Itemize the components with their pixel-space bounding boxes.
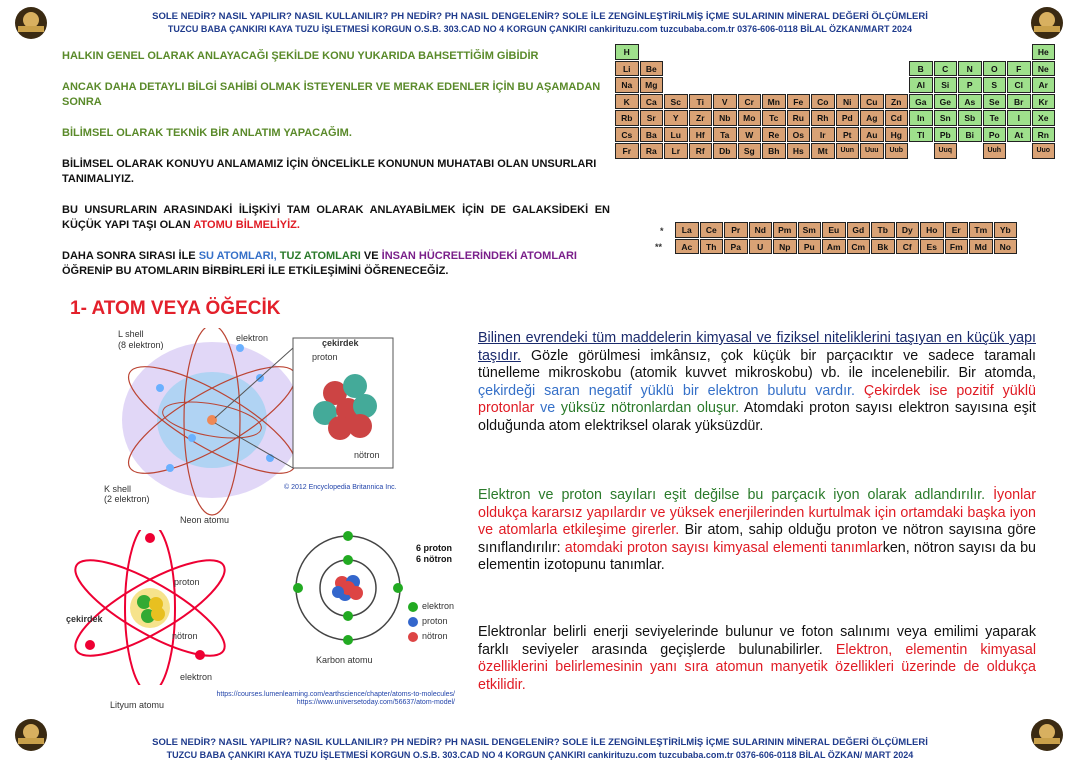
element-bk: Bk — [871, 239, 895, 255]
source-url-1[interactable]: https://courses.lumenlearning.com/earthscience/chapter/atoms-to-molecules/ — [216, 691, 455, 698]
intro-p6 — [62, 249, 610, 279]
neon-elektron-label: elektron — [236, 333, 269, 343]
element-be: Be — [640, 61, 664, 77]
footer-line2: TUZCU BABA ÇANKIRI KAYA TUZU İŞLETMESİ KORGUN O.S.B. 303.CAD NO 4 KORGUN ÇANKIRI cankirituzu.com tuzcubaba.com.tr 0376-606-0118 BİLAL ÖZKAN/ MART 2024 — [166, 750, 914, 760]
element-ir: Ir — [811, 127, 835, 143]
intro-p6-f: ÖĞRENİP BU ATOMLARIN BİRBİRLERİ İLE ETKİLEŞİMİNİ ÖĞRENECEĞİZ. — [62, 265, 449, 277]
neon-cekirdek-label: çekirdek — [322, 338, 359, 348]
element-tl: Tl — [909, 127, 933, 143]
element-pm: Pm — [773, 222, 797, 238]
intro-p6-d: VE — [360, 250, 382, 262]
element-uuh: Uuh — [983, 143, 1007, 159]
lithium-notron-label: nötron — [172, 631, 198, 641]
element-pt: Pt — [836, 127, 860, 143]
element-gd: Gd — [847, 222, 871, 238]
element-mg: Mg — [640, 77, 664, 93]
element-mn: Mn — [762, 94, 786, 110]
p1-b: Gözle görülmesi imkânsız, çok küçük bir parçacıktır ve sadece taramalı tünelleme mikroskobu (atomik kuvvet mikroskobu) vb. ile incelenebilir. Bir atomda, — [478, 347, 1036, 381]
element-zn: Zn — [885, 94, 909, 110]
element-xe: Xe — [1032, 110, 1056, 126]
p1-c: çekirdeği saran negatif yüklü bir elektron bulutu vardır. — [478, 382, 855, 399]
paragraph-1 — [478, 330, 1036, 435]
element-hs: Hs — [787, 143, 811, 159]
carbon-legend-notron: nötron — [422, 631, 448, 641]
element-uuo: Uuo — [1032, 143, 1056, 159]
element-u: U — [749, 239, 773, 255]
carbon-legend-proton: proton — [422, 616, 448, 626]
element-cs: Cs — [615, 127, 639, 143]
element-se: Se — [983, 94, 1007, 110]
neon-k-count: (2 elektron) — [104, 494, 150, 504]
element-cu: Cu — [860, 94, 884, 110]
element-kr: Kr — [1032, 94, 1056, 110]
element-ta: Ta — [713, 127, 737, 143]
p2-c: Bir atom, sahip olduğu proton ve nötron sayısına göre sınıflandırılır: — [478, 522, 1036, 556]
element-sg: Sg — [738, 143, 762, 159]
element-am: Am — [822, 239, 846, 255]
element-nb: Nb — [713, 110, 737, 126]
element-te: Te — [983, 110, 1007, 126]
element-ca: Ca — [640, 94, 664, 110]
element-rb: Rb — [615, 110, 639, 126]
element-tm: Tm — [969, 222, 993, 238]
element-cl: Cl — [1007, 77, 1031, 93]
element-pu: Pu — [798, 239, 822, 255]
element-ti: Ti — [689, 94, 713, 110]
lithium-cekirdek-label: çekirdek — [66, 614, 103, 624]
element-hf: Hf — [689, 127, 713, 143]
p1-a: Bilinen evrendeki tüm maddelerin kimyasal ve fiziksel niteliklerini taşıyan en küçük yapı taşıdır. — [478, 330, 1036, 364]
neon-caption: Neon atomu — [180, 515, 230, 525]
carbon-neutrons: 6 nötron — [416, 554, 452, 564]
element-in: In — [909, 110, 933, 126]
element-ar: Ar — [1032, 77, 1056, 93]
element-ni: Ni — [836, 94, 860, 110]
element-mt: Mt — [811, 143, 835, 159]
element-p: P — [958, 77, 982, 93]
intro-p4: BİLİMSEL OLARAK KONUYU ANLAMAMIZ İÇİN ÖNCELİKLE KONUNUN MUHATABI OLAN UNSURLARI TANIMALIYIZ. — [62, 158, 597, 185]
element-pb: Pb — [934, 127, 958, 143]
element-f: F — [1007, 61, 1031, 77]
element-la: La — [675, 222, 699, 238]
lithium-proton-label: proton — [174, 577, 200, 587]
element-rh: Rh — [811, 110, 835, 126]
element-at: At — [1007, 127, 1031, 143]
header-line1: SOLE NEDİR? NASIL YAPILIR? NASIL KULLANILIR? PH NEDİR? PH NASIL DENGELENİR? SOLE İLE ZENGİNLEŞTİRİLMİŞ İÇME SULARININ MİNERAL DEĞERİ ÖLÇÜMLERİ — [152, 11, 928, 22]
element-ho: Ho — [920, 222, 944, 238]
element-al: Al — [909, 77, 933, 93]
element-uun: Uun — [836, 143, 860, 159]
element-as: As — [958, 94, 982, 110]
element-s: S — [983, 77, 1007, 93]
element-re: Re — [762, 127, 786, 143]
neon-notron-label: nötron — [354, 450, 380, 460]
element-ra: Ra — [640, 143, 664, 159]
element-db: Db — [713, 143, 737, 159]
carbon-legend-elektron: elektron — [422, 601, 455, 611]
neon-l-shell: L shell — [118, 329, 144, 339]
element-na: Na — [615, 77, 639, 93]
element-bi: Bi — [958, 127, 982, 143]
element-b: B — [909, 61, 933, 77]
element-sb: Sb — [958, 110, 982, 126]
element-uuq: Uuq — [934, 143, 958, 159]
intro-p5-text: BU UNSURLARIN ARASINDAKİ İLİŞKİYİ TAM OLARAK ANLAYABİLMEK İÇİN DE GALAKSİDEKİ EN KÜÇÜK YAPI TAŞI OLAN — [62, 204, 610, 231]
paragraph-2 — [478, 487, 1036, 575]
intro-p3: BİLİMSEL OLARAK TEKNİK BİR ANLATIM YAPACAĞIM. — [62, 127, 352, 139]
element-np: Np — [773, 239, 797, 255]
element-ge: Ge — [934, 94, 958, 110]
element-ne: Ne — [1032, 61, 1056, 77]
element-br: Br — [1007, 94, 1031, 110]
lithium-elektron-label: elektron — [180, 672, 213, 682]
element-cm: Cm — [847, 239, 871, 255]
element-he: He — [1032, 44, 1056, 60]
header-line2: TUZCU BABA ÇANKIRI KAYA TUZU İŞLETMESİ KORGUN O.S.B. 303.CAD NO 4 KORGUN ÇANKIRI cankirituzu.com tuzcubaba.com.tr 0376-606-0118 BİLAL ÖZKAN/MART 2024 — [167, 24, 913, 34]
element-po: Po — [983, 127, 1007, 143]
paragraph-3 — [478, 624, 1036, 694]
element-pd: Pd — [836, 110, 860, 126]
carbon-caption: Karbon atomu — [316, 655, 373, 665]
element-uuu: Uuu — [860, 143, 884, 159]
element-cf: Cf — [896, 239, 920, 255]
element-au: Au — [860, 127, 884, 143]
element-i: I — [1007, 110, 1031, 126]
element-n: N — [958, 61, 982, 77]
element-fr: Fr — [615, 143, 639, 159]
element-uub: Uub — [885, 143, 909, 159]
intro-p6-a: DAHA SONRA SIRASI İLE — [62, 250, 199, 262]
element-sc: Sc — [664, 94, 688, 110]
element-ru: Ru — [787, 110, 811, 126]
element-ag: Ag — [860, 110, 884, 126]
p2-d: atomdaki proton sayısı kimyasal elementi tanımlar — [564, 539, 883, 556]
element-ga: Ga — [909, 94, 933, 110]
element-tc: Tc — [762, 110, 786, 126]
element-cd: Cd — [885, 110, 909, 126]
element-c: C — [934, 61, 958, 77]
element-si: Si — [934, 77, 958, 93]
element-cr: Cr — [738, 94, 762, 110]
element-no: No — [994, 239, 1018, 255]
periodic-table — [615, 44, 1065, 264]
section-title: 1- ATOM VEYA ÖĞECİK — [70, 298, 281, 319]
element-rn: Rn — [1032, 127, 1056, 143]
neon-k-shell: K shell — [104, 484, 132, 494]
carbon-legend-icons — [406, 600, 420, 644]
element-zr: Zr — [689, 110, 713, 126]
element-fe: Fe — [787, 94, 811, 110]
element-rf: Rf — [689, 143, 713, 159]
element-y: Y — [664, 110, 688, 126]
p1-g: Atomdaki proton sayısı elektron sayısına eşit olduğunda atom elektriksel olarak yüksüzdür. — [478, 400, 1036, 434]
p2-b: İyonlar oldukça kararsız yapılardır ve yüksek enerjilerinden kurtulmak için ortamdaki başka iyon ve atomlarla etkileşime girerler. — [478, 487, 1036, 538]
lithium-caption: Lityum atomu — [110, 700, 165, 710]
element-mo: Mo — [738, 110, 762, 126]
p3-b: Elektron, elementin kimyasal özelliklerini belirlemesinin yanı sıra atomun manyetik özellikleri üzerinde de oldukça etkilidir. — [478, 641, 1036, 693]
element-k: K — [615, 94, 639, 110]
p1-f: yüksüz nötronlardan oluşur. — [560, 400, 740, 416]
element-w: W — [738, 127, 762, 143]
element-bh: Bh — [762, 143, 786, 159]
intro-p6-water: SU ATOMLARI, — [198, 250, 280, 262]
element-ba: Ba — [640, 127, 664, 143]
footer — [0, 736, 1080, 762]
intro-p2: ANCAK DAHA DETAYLI BİLGİ SAHİBİ OLMAK İSTEYENLER VE MERAK EDENLER İÇİN BU AŞAMADAN SONRA — [62, 81, 601, 108]
p3-a: Elektronlar belirli enerji seviyelerinde bulunur ve foton salınımı veya emilimi yaparak farklı seviyeler arasında geçişlerde bulunabilirler. — [478, 624, 1036, 658]
element-ce: Ce — [700, 222, 724, 238]
neon-l-count: (8 elektron) — [118, 340, 164, 350]
element-co: Co — [811, 94, 835, 110]
element-nd: Nd — [749, 222, 773, 238]
intro-p1: HALKIN GENEL OLARAK ANLAYACAĞI ŞEKİLDE KONU YUKARIDA BAHSETTİĞİM GİBİDİR — [62, 50, 539, 62]
intro-p6-cells: İNSAN HÜCRELERİNDEKİ ATOMLARI — [381, 250, 577, 262]
lithium-atom-diagram — [60, 530, 260, 685]
element-eu: Eu — [822, 222, 846, 238]
element-lr: Lr — [664, 143, 688, 159]
source-url-2[interactable]: https://www.universetoday.com/56637/atom-model/ — [296, 699, 455, 706]
carbon-protons: 6 proton — [416, 543, 452, 553]
element-dy: Dy — [896, 222, 920, 238]
intro-p6-salt: TUZ ATOMLARI — [279, 250, 361, 262]
element-pr: Pr — [724, 222, 748, 238]
element-o: O — [983, 61, 1007, 77]
header — [0, 10, 1080, 36]
actinide-marker: ** — [655, 242, 663, 252]
p2-a: Elektron ve proton sayıları eşit değilse bu parçacık iyon olarak adlandırılır. — [478, 487, 986, 503]
p1-e: ve — [534, 400, 561, 416]
element-v: V — [713, 94, 737, 110]
element-li: Li — [615, 61, 639, 77]
element-lu: Lu — [664, 127, 688, 143]
element-ac: Ac — [675, 239, 699, 255]
neon-credit: © 2012 Encyclopedia Britannica Inc. — [284, 484, 397, 491]
neon-atom-diagram — [100, 328, 450, 528]
element-pa: Pa — [724, 239, 748, 255]
p1-d: Çekirdek ise pozitif yüklü protonlar — [478, 382, 1036, 416]
carbon-atom-diagram — [290, 530, 410, 650]
element-fm: Fm — [945, 239, 969, 255]
neon-proton-label: proton — [312, 352, 338, 362]
element-hg: Hg — [885, 127, 909, 143]
intro-p5-highlight: ATOMU BİLMELİYİZ. — [193, 219, 300, 231]
element-er: Er — [945, 222, 969, 238]
element-th: Th — [700, 239, 724, 255]
element-h: H — [615, 44, 639, 60]
element-yb: Yb — [994, 222, 1018, 238]
element-os: Os — [787, 127, 811, 143]
element-es: Es — [920, 239, 944, 255]
element-sn: Sn — [934, 110, 958, 126]
intro-p5 — [62, 203, 610, 233]
element-sr: Sr — [640, 110, 664, 126]
lanthanide-marker: * — [660, 226, 664, 236]
footer-line1: SOLE NEDİR? NASIL YAPILIR? NASIL KULLANILIR? PH NEDİR? PH NASIL DENGELENİR? SOLE İLE ZENGİNLEŞTİRİLMİŞ İÇME SULARININ MİNERAL DEĞERİ ÖLÇÜMLERİ — [152, 737, 928, 748]
element-md: Md — [969, 239, 993, 255]
p2-e: ken, nötron sayısı da bu elementin izotopunu tanımlar. — [478, 539, 1036, 573]
element-sm: Sm — [798, 222, 822, 238]
element-tb: Tb — [871, 222, 895, 238]
